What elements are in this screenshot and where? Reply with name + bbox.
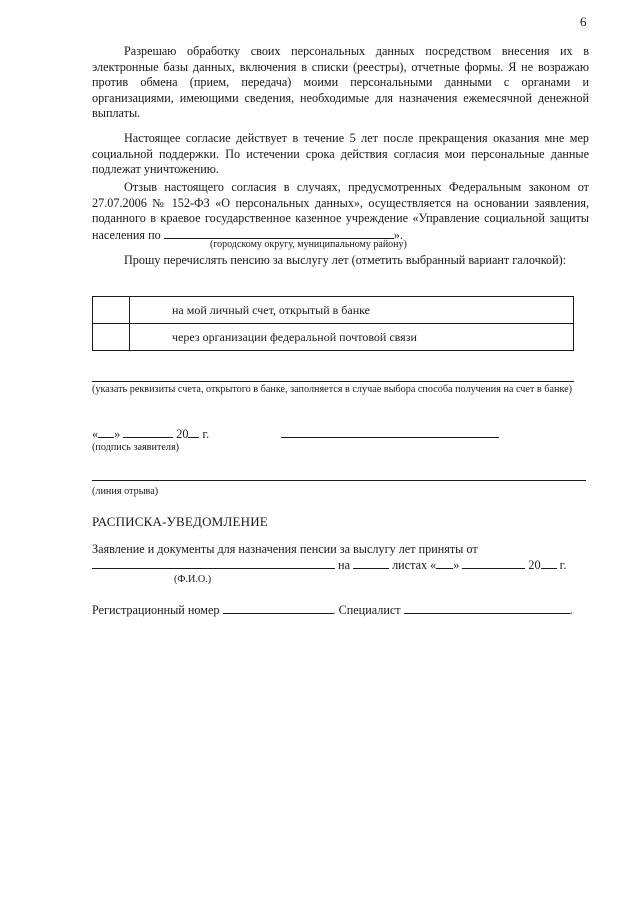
district-field-caption: (городскому округу, муниципальному району) bbox=[210, 239, 407, 250]
signature-caption: (подпись заявителя) bbox=[92, 442, 180, 453]
date-open-quote: « bbox=[92, 427, 99, 441]
specialist-field[interactable] bbox=[404, 602, 570, 614]
receipt-title: РАСПИСКА-УВЕДОМЛЕНИЕ bbox=[92, 514, 268, 529]
payment-option-bank: на мой личный счет, открытый в банке bbox=[130, 297, 574, 324]
registration-label: Регистрационный номер bbox=[92, 603, 220, 617]
specialist-label: . Специалист bbox=[332, 603, 401, 617]
receipt-day-field[interactable] bbox=[436, 557, 453, 569]
sheets-word: листах « bbox=[392, 558, 437, 572]
fio-caption: (Ф.И.О.) bbox=[174, 574, 212, 585]
consent-paragraph-duration: Настоящее согласие действует в течение 5 лет после прекращения оказания мне мер социальной поддержки. По истечении срока действия согласия мои персональные данные подлежат уничтожению. bbox=[92, 131, 589, 177]
bank-requisites-caption: (указать реквизиты счета, открытого в банке, заполняется в случае выбора способа получения на счет в банке) bbox=[92, 384, 573, 395]
page-number: 6 bbox=[580, 14, 587, 29]
receipt-month-field[interactable] bbox=[462, 557, 525, 569]
payment-option-row bbox=[93, 297, 574, 324]
end-dot: . bbox=[569, 603, 573, 617]
revocation-text: Отзыв настоящего согласия в случаях, предусмотренных Федеральным законом от 27.07.2006 № 152-ФЗ «О персональных данных», осуществляется на основании заявления, поданного в краевое государственное казенное учреждение «Управление социальной защиты населения по bbox=[92, 180, 589, 242]
receipt-date-close: » bbox=[453, 558, 460, 572]
year-prefix: 20 bbox=[176, 427, 189, 441]
receipt-year-prefix: 20 bbox=[528, 558, 541, 572]
sheets-count-field[interactable] bbox=[353, 557, 389, 569]
receipt-year-suffix: г. bbox=[559, 558, 567, 572]
payment-options-table bbox=[92, 296, 574, 351]
receipt-year-field[interactable] bbox=[541, 557, 557, 569]
fio-field[interactable] bbox=[92, 557, 335, 569]
on-word: на bbox=[338, 558, 350, 572]
consent-paragraph-processing: Разрешаю обработку своих персональных данных посредством внесения их в электронные базы данных, включения в списки (реестры), отчетные формы. Я не возражаю против обмена (прием, передача) моими персональными данными с органами и организациями, имеющими сведения, необходимые для назначения ежемесячной денежной выплаты. bbox=[92, 44, 589, 121]
signature-year-field[interactable] bbox=[188, 426, 199, 438]
cut-line-caption: (линия отрыва) bbox=[92, 486, 159, 497]
signature-month-field[interactable] bbox=[123, 426, 173, 438]
signature-field[interactable] bbox=[281, 437, 499, 438]
payment-instruction: Прошу перечислять пенсию за выслугу лет (отметить выбранный вариант галочкой): bbox=[124, 253, 567, 267]
revocation-end: ». bbox=[393, 227, 403, 242]
registration-number-field[interactable] bbox=[223, 602, 333, 614]
payment-option-row bbox=[93, 324, 574, 351]
year-suffix: г. bbox=[202, 427, 210, 441]
payment-option-post: через организации федеральной почтовой связи bbox=[130, 324, 574, 351]
bank-account-checkbox[interactable] bbox=[93, 297, 130, 324]
signature-date-line bbox=[92, 426, 209, 442]
district-field[interactable] bbox=[164, 227, 394, 239]
registration-line bbox=[92, 602, 573, 618]
cut-line bbox=[92, 480, 586, 481]
bank-requisites-field[interactable] bbox=[92, 381, 574, 382]
consent-paragraph-revocation bbox=[92, 180, 589, 243]
post-office-checkbox[interactable] bbox=[93, 324, 130, 351]
date-close-quote: » bbox=[114, 427, 121, 441]
signature-day-field[interactable] bbox=[98, 426, 114, 438]
receipt-fio-line bbox=[92, 557, 566, 573]
receipt-accepted-text: Заявление и документы для назначения пенсии за выслугу лет приняты от bbox=[92, 542, 478, 556]
